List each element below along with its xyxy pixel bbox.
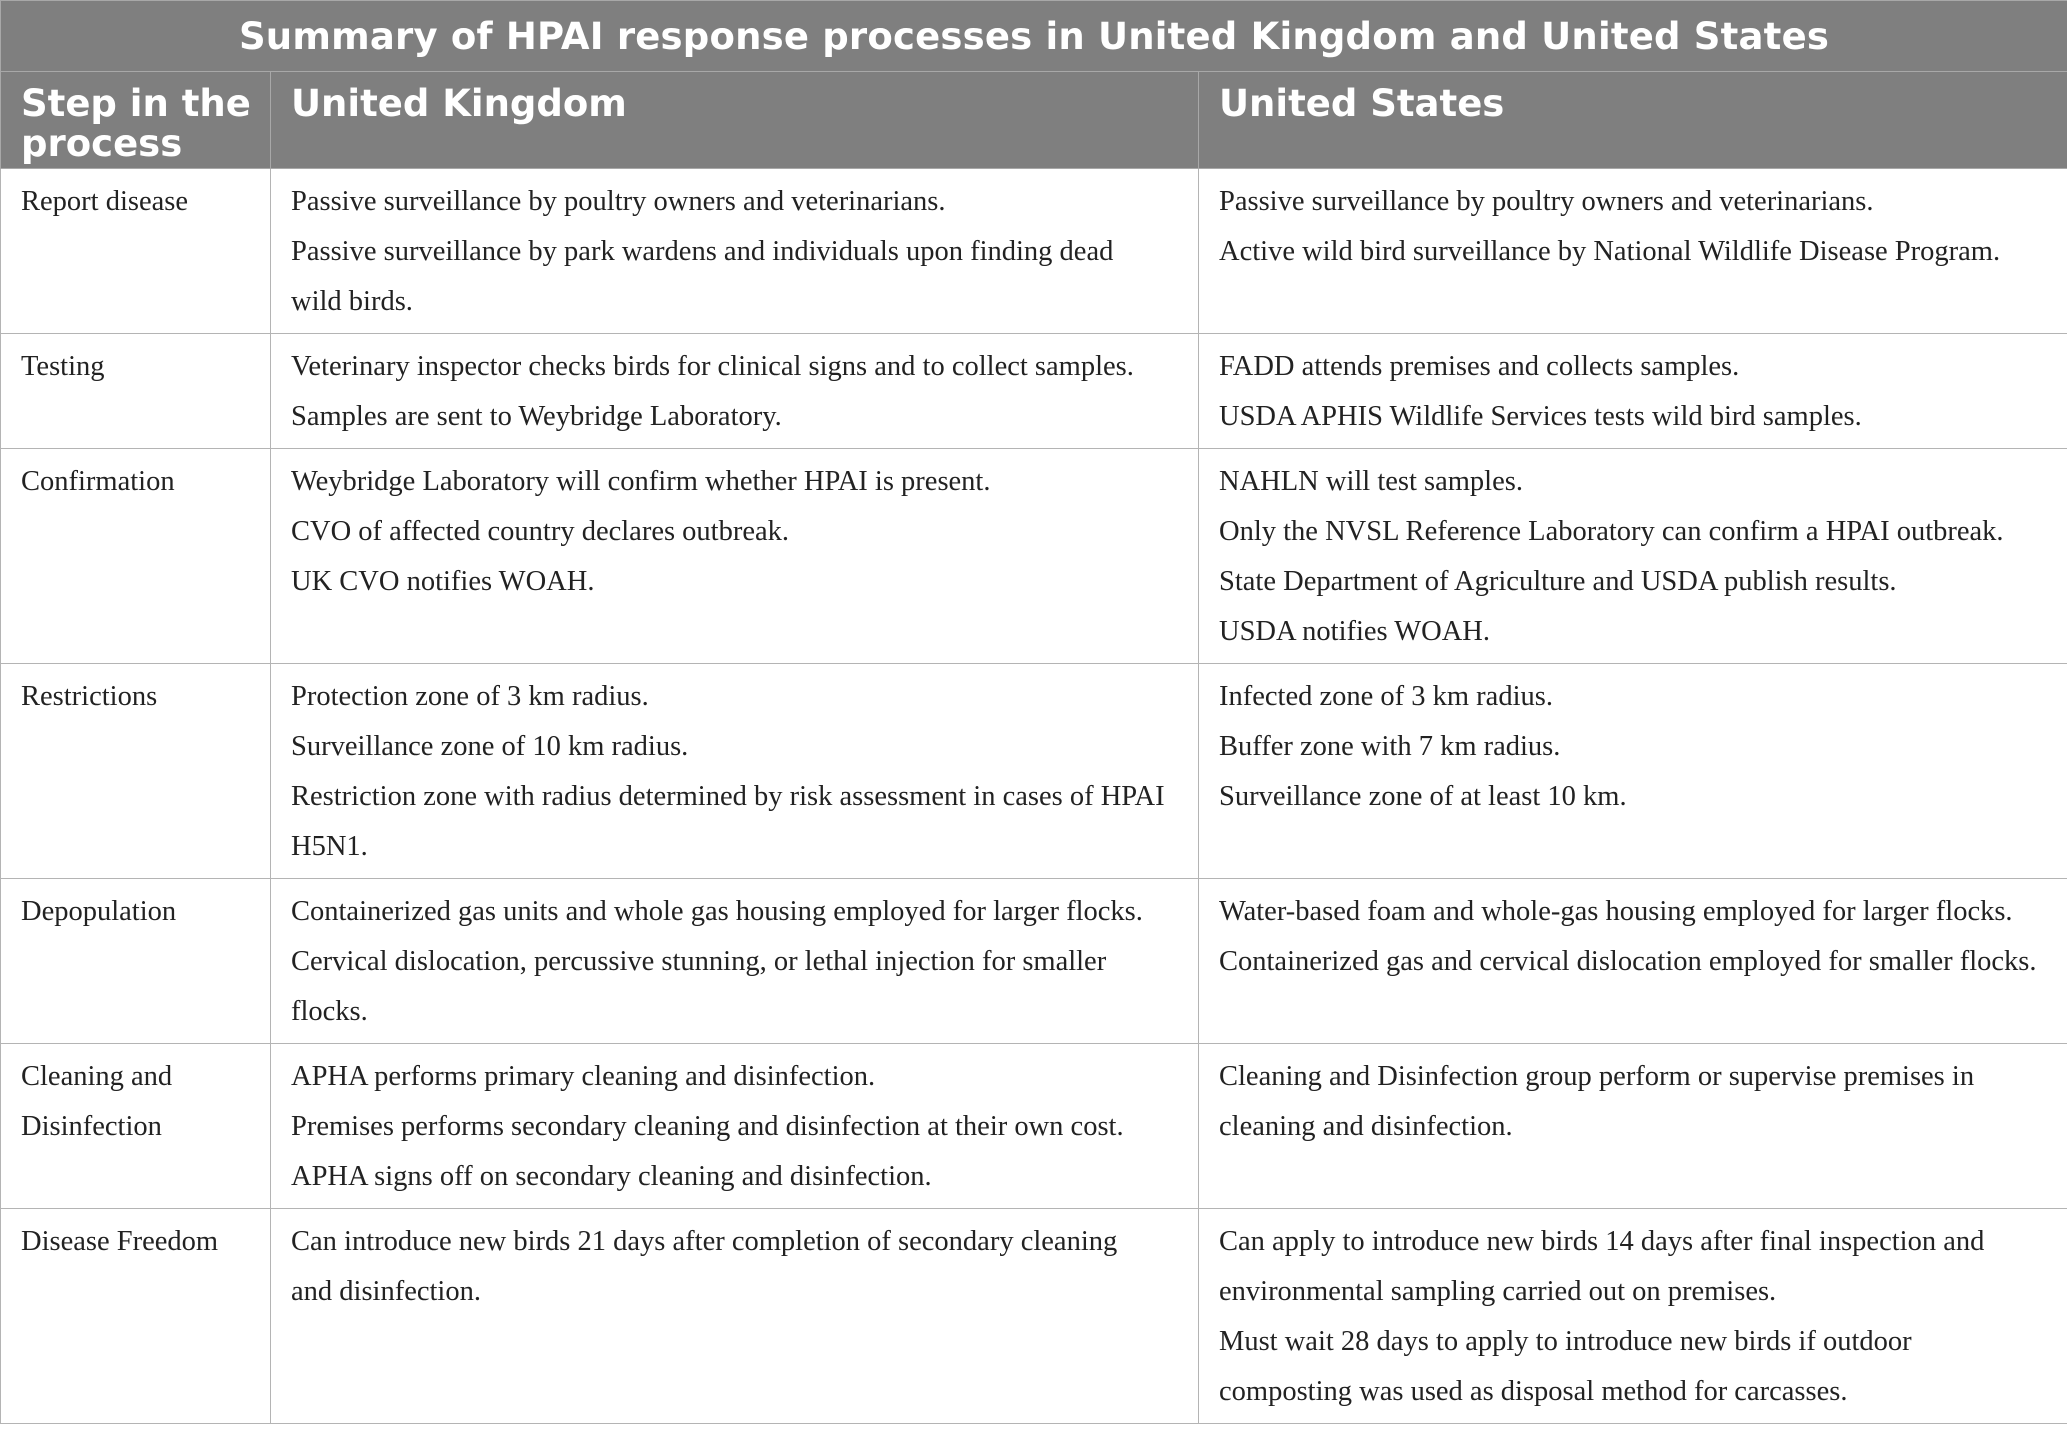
step-cell [1, 449, 271, 664]
uk-line: APHA signs off on secondary cleaning and disinfection. [291, 1161, 932, 1192]
uk-line: Samples are sent to Weybridge Laboratory. [291, 401, 782, 432]
step-label: Testing [21, 351, 105, 382]
table-row [1, 334, 2067, 449]
uk-cell [271, 664, 1199, 879]
step-label: Restrictions [21, 681, 158, 712]
uk-line: Passive surveillance by park wardens and individuals upon finding dead [291, 236, 1114, 267]
step-cell [1, 334, 271, 449]
step-label: Report disease [21, 186, 188, 217]
step-label: Cleaning and Disinfection [21, 1061, 173, 1142]
uk-cell [271, 1044, 1199, 1209]
step-label: Disease Freedom [21, 1226, 219, 1257]
table-row [1, 1044, 2067, 1209]
step-cell [1, 169, 271, 334]
step-cell [1, 879, 271, 1044]
us-line: USDA APHIS Wildlife Services tests wild bird samples. [1219, 401, 1862, 432]
uk-line: APHA performs primary cleaning and disinfection. [291, 1061, 876, 1092]
us-line: USDA notifies WOAH. [1219, 616, 1491, 647]
us-line: Active wild bird surveillance by National Wildlife Disease Program. [1219, 236, 2001, 267]
us-line: Water-based foam and whole-gas housing employed for larger flocks. [1219, 896, 2013, 927]
uk-line: Passive surveillance by poultry owners and veterinarians. [291, 186, 946, 217]
table-row [1, 664, 2067, 879]
uk-cell [271, 169, 1199, 334]
uk-line: flocks. [291, 996, 368, 1027]
us-line: Only the NVSL Reference Laboratory can confirm a HPAI outbreak. [1219, 516, 2004, 547]
step-cell [1, 664, 271, 879]
us-cell [1199, 169, 2067, 334]
table-row [1, 169, 2067, 334]
uk-line: Restriction zone with radius determined by risk assessment in cases of HPAI [291, 781, 1165, 812]
uk-line: wild birds. [291, 286, 413, 317]
uk-cell [271, 334, 1199, 449]
table-row [1, 449, 2067, 664]
header-united-kingdom: United Kingdom [271, 72, 1199, 169]
table-row [1, 1209, 2067, 1424]
us-line: Buffer zone with 7 km radius. [1219, 731, 1561, 762]
step-cell [1, 1209, 271, 1424]
us-cell [1199, 449, 2067, 664]
uk-line: Surveillance zone of 10 km radius. [291, 731, 689, 762]
uk-line: H5N1. [291, 831, 368, 862]
us-line: State Department of Agriculture and USDA publish results. [1219, 566, 1897, 597]
table-title-row [1, 1, 2067, 72]
uk-line: Can introduce new birds 21 days after completion of secondary cleaning [291, 1226, 1118, 1257]
us-cell [1199, 879, 2067, 1044]
us-line: composting was used as disposal method for carcasses. [1219, 1376, 1848, 1407]
us-cell [1199, 1044, 2067, 1209]
step-label: Confirmation [21, 466, 175, 497]
uk-cell [271, 1209, 1199, 1424]
us-line: Surveillance zone of at least 10 km. [1219, 781, 1627, 812]
uk-line: Veterinary inspector checks birds for clinical signs and to collect samples. [291, 351, 1134, 382]
uk-line: Premises performs secondary cleaning and disinfection at their own cost. [291, 1111, 1124, 1142]
uk-cell [271, 449, 1199, 664]
us-line: environmental sampling carried out on premises. [1219, 1276, 1777, 1307]
table-row [1, 879, 2067, 1044]
uk-cell [271, 879, 1199, 1044]
us-line: NAHLN will test samples. [1219, 466, 1523, 497]
us-line: cleaning and disinfection. [1219, 1111, 1513, 1142]
us-line: Containerized gas and cervical dislocation employed for smaller flocks. [1219, 946, 2037, 977]
header-united-states: United States [1199, 72, 2067, 169]
us-line: Infected zone of 3 km radius. [1219, 681, 1553, 712]
table-header-row [1, 72, 2067, 169]
uk-line: Weybridge Laboratory will confirm whether HPAI is present. [291, 466, 991, 497]
step-cell [1, 1044, 271, 1209]
us-line: Must wait 28 days to apply to introduce new birds if outdoor [1219, 1326, 1912, 1357]
us-line: Cleaning and Disinfection group perform or supervise premises in [1219, 1061, 1975, 1092]
uk-line: and disinfection. [291, 1276, 481, 1307]
us-line: Can apply to introduce new birds 14 days after final inspection and [1219, 1226, 1985, 1257]
us-cell [1199, 1209, 2067, 1424]
uk-line: UK CVO notifies WOAH. [291, 566, 595, 597]
uk-line: Cervical dislocation, percussive stunning, or lethal injection for smaller [291, 946, 1107, 977]
us-line: Passive surveillance by poultry owners and veterinarians. [1219, 186, 1874, 217]
uk-line: Containerized gas units and whole gas housing employed for larger flocks. [291, 896, 1143, 927]
us-cell [1199, 334, 2067, 449]
us-cell [1199, 664, 2067, 879]
table-title: Summary of HPAI response processes in United Kingdom and United States [1, 1, 2067, 72]
us-line: FADD attends premises and collects samples. [1219, 351, 1740, 382]
table-body [1, 169, 2067, 1424]
uk-line: CVO of affected country declares outbreak. [291, 516, 790, 547]
step-label: Depopulation [21, 896, 177, 927]
uk-line: Protection zone of 3 km radius. [291, 681, 649, 712]
header-step: Step in the process [1, 72, 271, 169]
